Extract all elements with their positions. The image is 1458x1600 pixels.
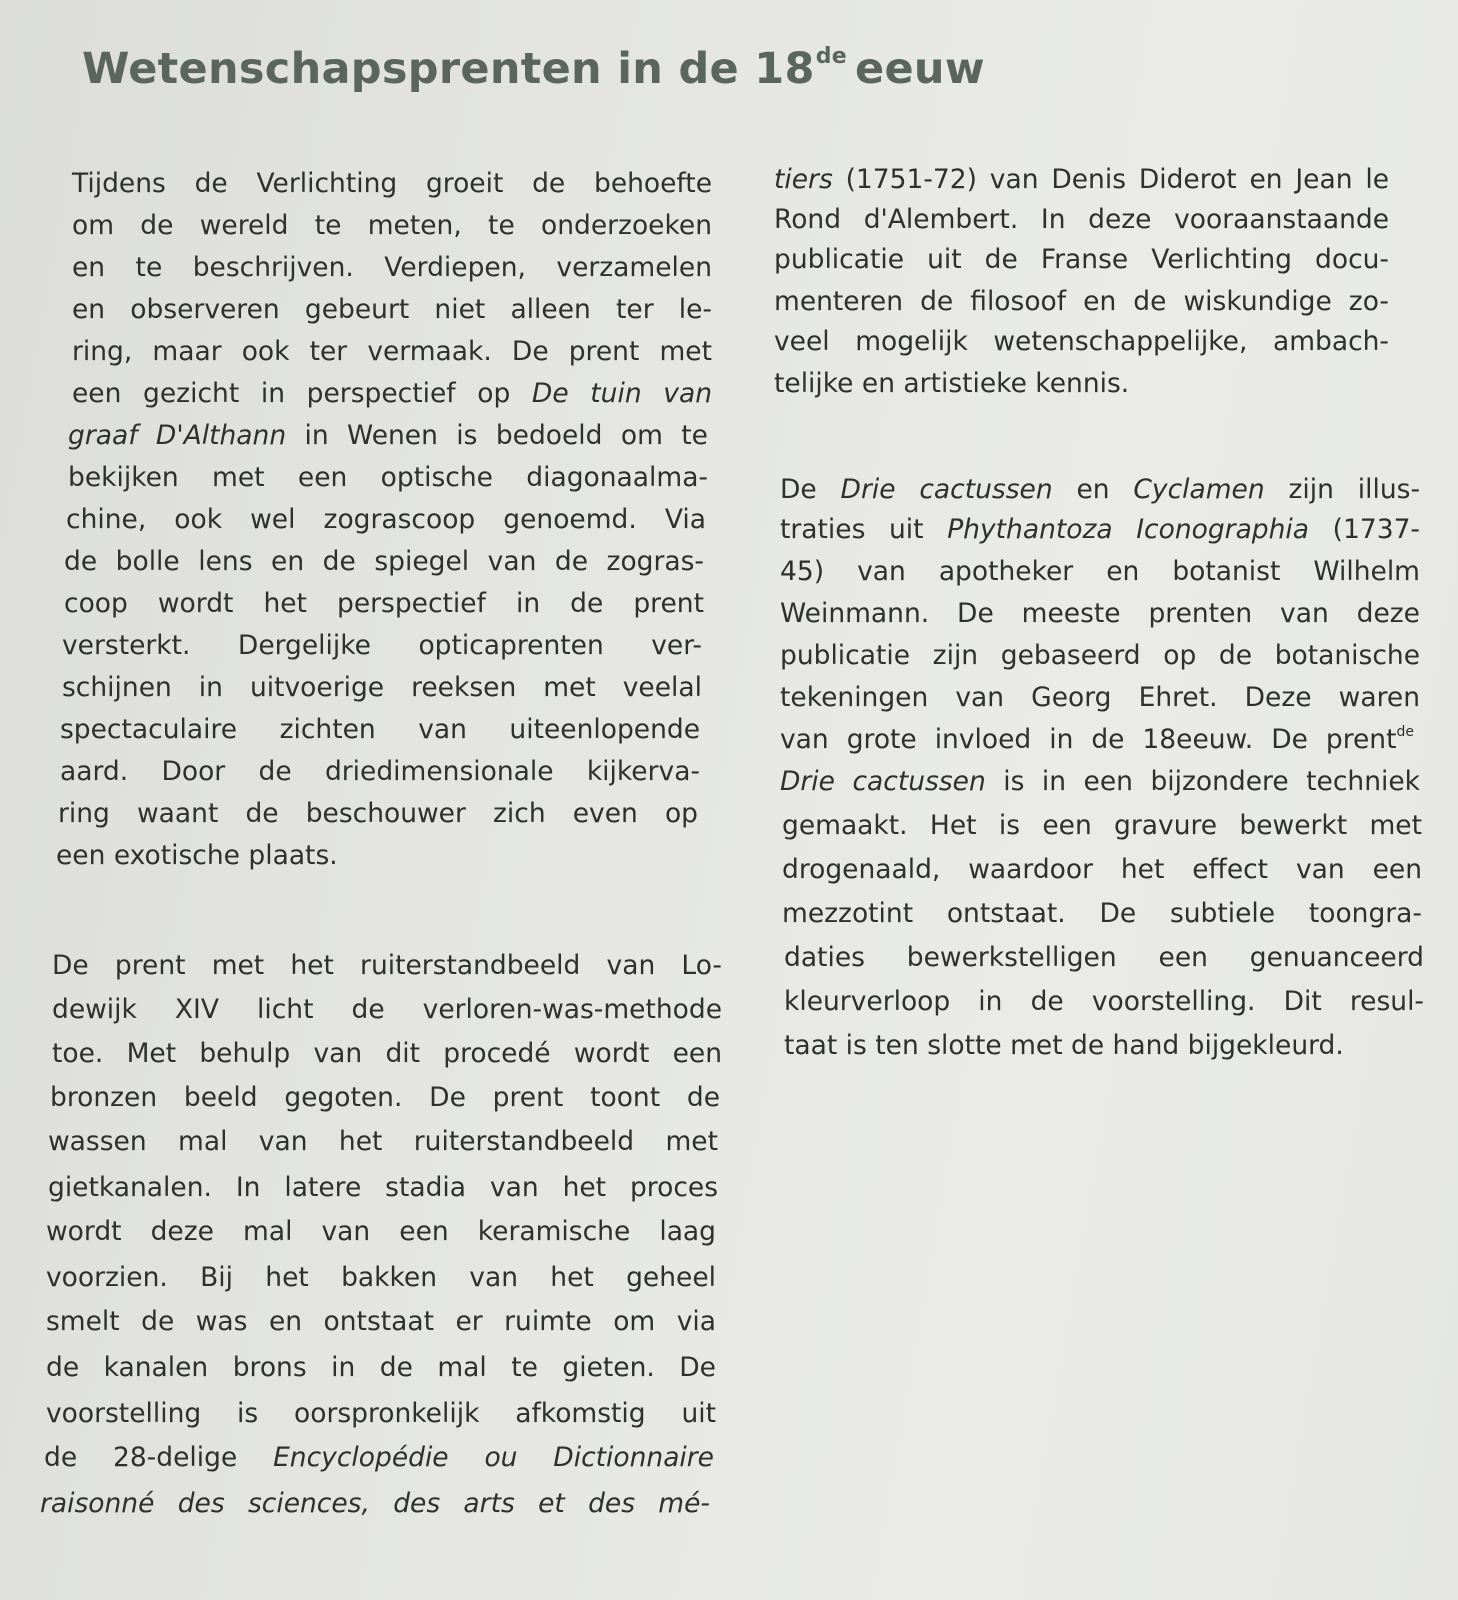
text-line (780, 514, 1420, 545)
text-line: Rond d'Alembert. In deze vooraanstaande (774, 204, 1389, 235)
text-line (44, 1442, 714, 1473)
italic-title: Phythantoza Iconographia (947, 514, 1310, 545)
text-line: publicatie zijn gebaseerd op de botanische (780, 640, 1420, 671)
text-line: ring waant de beschouwer zich even op (58, 798, 698, 829)
text-line: publicatie uit de Franse Verlichting docu- (774, 244, 1389, 275)
text-line: tekeningen van Georg Ehret. Deze waren (780, 682, 1420, 713)
text-line: wassen mal van het ruiterstandbeeld met (48, 1126, 718, 1157)
text-line: bronzen beeld gegoten. De prent toont de (50, 1082, 720, 1113)
text-line (780, 474, 1420, 505)
text-segment: (1737- (1309, 514, 1420, 545)
panel-title (82, 44, 985, 94)
text-line: toe. Met behulp van dit procedé wordt een (52, 1038, 722, 1069)
text-segment: (1751-72) van Denis Diderot en Jean le (832, 164, 1389, 195)
text-line: en te beschrijven. Verdiepen, verzamelen (72, 252, 712, 283)
text-line: 45) van apotheker en botanist Wilhelm (780, 556, 1420, 587)
text-segment: van grote invloed in de 18 (780, 724, 1177, 755)
text-line: aard. Door de driedimensionale kijkerva- (60, 756, 700, 787)
text-line: en observeren gebeurt niet alleen ter le- (72, 294, 712, 325)
text-line: mezzotint ontstaat. De subtiele toongra- (782, 898, 1422, 929)
text-line: een exotische plaats. (56, 840, 338, 871)
italic-title: Encyclopédie ou Dictionnaire (273, 1442, 714, 1473)
title-superscript: de (815, 44, 847, 69)
text-line: taat is ten slotte met de hand bijgekleurd. (784, 1030, 1344, 1061)
title-main: Wetenschapsprenten in de 18 (82, 44, 815, 94)
text-line: schijnen in uitvoerige reeksen met veelal (62, 672, 702, 703)
superscript: de (1396, 724, 1414, 740)
italic-title: graaf D'Althann (68, 420, 287, 451)
text-line: wordt deze mal van een keramische laag (46, 1216, 716, 1247)
text-segment: zijn illus- (1264, 474, 1421, 505)
text-line: gietkanalen. In latere stadia van het proces (48, 1172, 718, 1203)
text-segment: traties uit (780, 514, 948, 545)
text-line: versterkt. Dergelijke opticaprenten ver- (62, 630, 702, 661)
text-line: menteren de filosoof en de wiskundige zo- (774, 286, 1389, 317)
text-line: telijke en artistieke kennis. (774, 368, 1130, 399)
text-line: de kanalen brons in de mal te gieten. De (46, 1352, 716, 1383)
text-line: kleurverloop in de voorstelling. Dit resul- (784, 986, 1424, 1017)
text-segment: De (780, 474, 841, 505)
text-line: drogenaald, waardoor het effect van een (782, 854, 1422, 885)
text-line: chine, ook wel zograscoop genoemd. Via (66, 504, 706, 535)
text-line (774, 164, 1389, 195)
italic-title: Cyclamen (1133, 474, 1265, 505)
text-line: coop wordt het perspectief in de prent (64, 588, 704, 619)
text-segment: de 28-delige (44, 1442, 274, 1473)
text-line (72, 378, 712, 409)
text-line: gemaakt. Het is een gravure bewerkt met (782, 810, 1422, 841)
italic-title: tiers (774, 164, 833, 195)
text-line: bekijken met een optische diagonaalma- (68, 462, 708, 493)
text-segment: is in een bijzondere techniek (985, 766, 1421, 797)
text-line: De prent met het ruiterstandbeeld van Lo- (52, 950, 722, 981)
text-segment: en (1052, 474, 1134, 505)
text-line: de bolle lens en de spiegel van de zogras- (64, 546, 704, 577)
text-line (40, 1488, 710, 1519)
text-line: spectaculaire zichten van uiteenlopende (60, 714, 700, 745)
text-line: Tijdens de Verlichting groeit de behoefte (72, 168, 712, 199)
text-segment: in Wenen is bedoeld om te (286, 420, 708, 451)
text-segment: eeuw. De prent (1176, 724, 1397, 755)
text-line: ring, maar ook ter vermaak. De prent met (72, 336, 712, 367)
text-line: veel mogelijk wetenschappelijke, ambach- (774, 326, 1389, 357)
text-line: daties bewerkstelligen een genuanceerd (784, 942, 1424, 973)
text-line: om de wereld te meten, te onderzoeken (72, 210, 712, 241)
italic-title: De tuin van (531, 378, 712, 409)
italic-title: raisonné des sciences, des arts et des mé- (40, 1488, 710, 1519)
italic-title: Drie cactussen (840, 474, 1053, 505)
text-line (780, 766, 1420, 797)
text-line (68, 420, 708, 451)
text-line: voorstelling is oorspronkelijk afkomstig uit (46, 1398, 716, 1429)
text-line: smelt de was en ontstaat er ruimte om via (46, 1306, 716, 1337)
text-line: Weinmann. De meeste prenten van deze (780, 598, 1420, 629)
title-end: eeuw (855, 44, 985, 94)
italic-title: Drie cactussen (780, 766, 986, 797)
text-segment: een gezicht in perspectief op (72, 378, 532, 409)
text-line: voorzien. Bij het bakken van het geheel (46, 1262, 716, 1293)
text-line: dewijk XIV licht de verloren-was-methode (52, 994, 722, 1025)
text-line (780, 724, 1420, 755)
